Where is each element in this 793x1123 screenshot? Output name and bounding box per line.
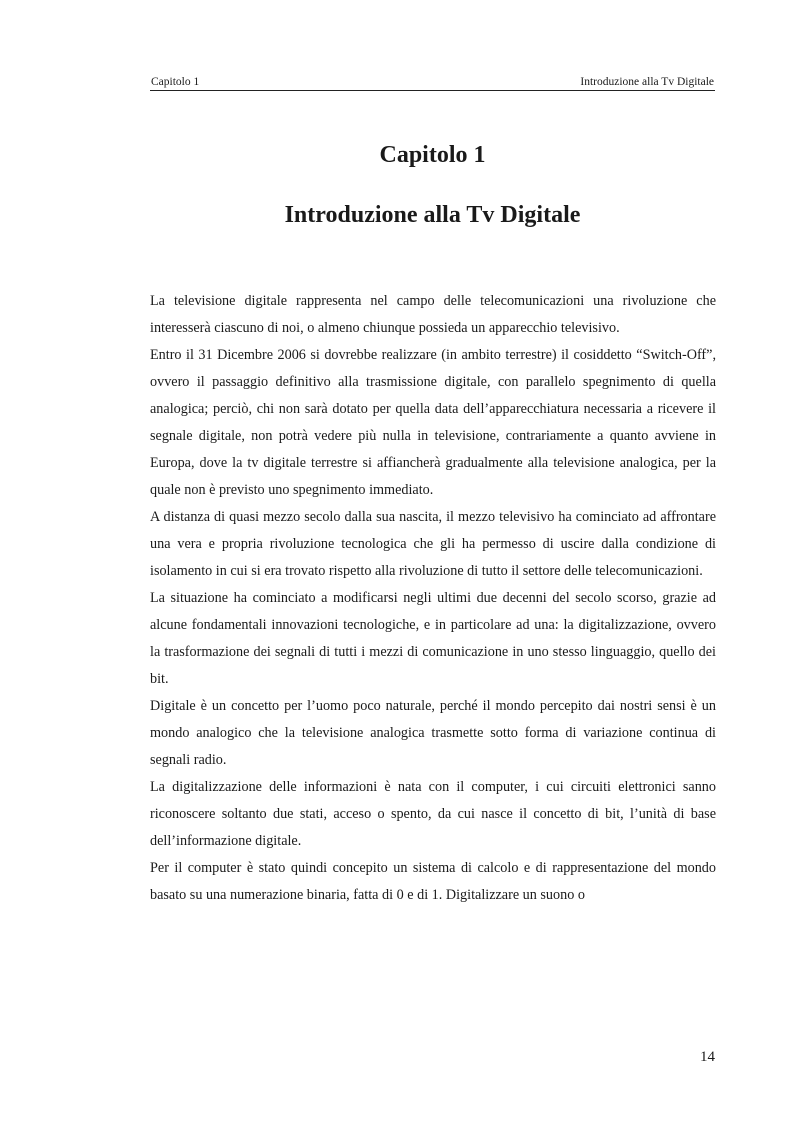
- paragraph: Per il computer è stato quindi concepito un sistema di calcolo e di rappresentazione del mondo basato su una numerazione binaria, fatta di 0 e di 1. Digitalizzare un suono o: [150, 860, 716, 903]
- paragraph: La televisione digitale rappresenta nel campo delle telecomunicazioni una rivoluzione che interesserà ciascuno di noi, o almeno chiunque possieda un apparecchio televisivo.: [150, 293, 716, 336]
- paragraph: Entro il 31 Dicembre 2006 si dovrebbe realizzare (in ambito terrestre) il cosiddetto “Switch-Off”, ovvero il passaggio definitivo alla trasmissione digitale, con parallelo spegnimento di quella analogica; perciò, chi non sarà dotato per quella data dell’apparecchiatura necessaria a ricevere il segnale digitale, non potrà vedere più nulla in televisione, contrariamente a quanto avviene in Europa, dove la tv digitale terrestre si affiancherà gradualmente alla televisione analogica, per la quale non è previsto uno spegnimento immediato.: [150, 347, 716, 498]
- paragraph: La situazione ha cominciato a modificarsi negli ultimi due decenni del secolo scorso, grazie ad alcune fondamentali innovazioni tecnologiche, e in particolare ad una: la digitalizzazione, ovvero la trasformazione dei segnali di tutti i mezzi di comunicazione in uno stesso linguaggio, quello dei bit.: [150, 590, 716, 687]
- chapter-title-heading: Introduzione alla Tv Digitale: [284, 202, 581, 228]
- page-number: 14: [700, 1049, 715, 1065]
- paragraph: La digitalizzazione delle informazioni è nata con il computer, i cui circuiti elettronici sanno riconoscere soltanto due stati, acceso o spento, da cui nasce il concetto di bit, l’unità di base dell’informazione digitale.: [150, 779, 716, 849]
- header-chapter-title: Introduzione alla Tv Digitale: [580, 76, 714, 88]
- body-text: [150, 288, 716, 909]
- paragraph: A distanza di quasi mezzo secolo dalla sua nascita, il mezzo televisivo ha cominciato ad affrontare una vera e propria rivoluzione tecnologica che gli ha permesso di uscire dalla condizione di isolamento in cui si era trovato rispetto alla rivoluzione di tutto il settore delle telecomunicazioni.: [150, 509, 716, 579]
- running-header: [150, 76, 715, 91]
- chapter-number-heading: Capitolo 1: [379, 142, 486, 168]
- header-chapter-label: Capitolo 1: [151, 76, 200, 88]
- paragraph: Digitale è un concetto per l’uomo poco naturale, perché il mondo percepito dai nostri sensi è un mondo analogico che la televisione analogica trasmette sotto forma di variazione continua di segnali radio.: [150, 698, 716, 768]
